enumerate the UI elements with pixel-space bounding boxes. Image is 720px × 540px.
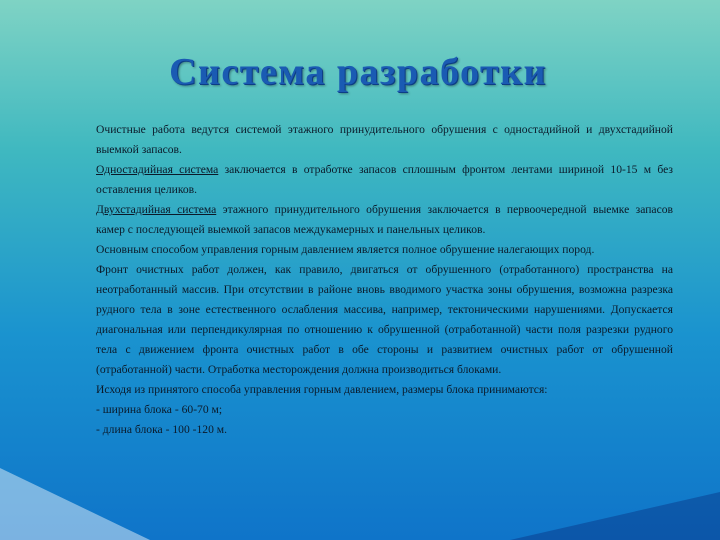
decorative-corner-right (510, 492, 720, 540)
slide-body (96, 120, 673, 440)
two-stage-text: этажного принудительного обрушения заключается в первоочередной выемке запасов камер с последующей выемкой запасов междукамерных и панельных целиков. (96, 203, 673, 236)
paragraph-single-stage (96, 160, 673, 200)
term-two-stage: Двухстадийная система (96, 203, 217, 216)
decorative-corner-left (0, 468, 150, 540)
paragraph-two-stage (96, 200, 673, 240)
paragraph-pressure-control: Основным способом управления горным давлением является полное обрушение налегающих пород. (96, 243, 595, 256)
paragraph-front: Фронт очистных работ должен, как правило, двигаться от обрушенного (отработанного) пространства на неотработанный массив. При отсутствии в районе вновь вводимого участка зоны обрушения, возможна разрезка рудного тела в зоне естественного ослабления массива, например, тектоническими нарушениями. Допускается диагональная или перпендикулярная по отношению к обрушенной (отработанной) части поля разрезки рудного тела с движением фронта очистных работ в обе стороны и развитием очистных работ от обрушенной (отработанной) части. Отработка месторождения должна производиться блоками. (96, 263, 673, 376)
paragraph-block-sizes: Исходя из принятого способа управления горным давлением, размеры блока принимаются: (96, 383, 548, 396)
block-length-item: - длина блока - 100 -120 м. (96, 423, 228, 436)
single-stage-text: заключается в отработке запасов сплошным фронтом лентами шириной 10-15 м без оставления целиков. (96, 163, 673, 196)
block-width-item: - ширина блока - 60-70 м; (96, 403, 223, 416)
paragraph-intro: Очистные работа ведутся системой этажного принудительного обрушения с одностадийной и двухстадийной выемкой запасов. (96, 123, 673, 156)
term-single-stage: Одностадийная система (96, 163, 219, 176)
slide-title: Система разработки (169, 51, 547, 93)
